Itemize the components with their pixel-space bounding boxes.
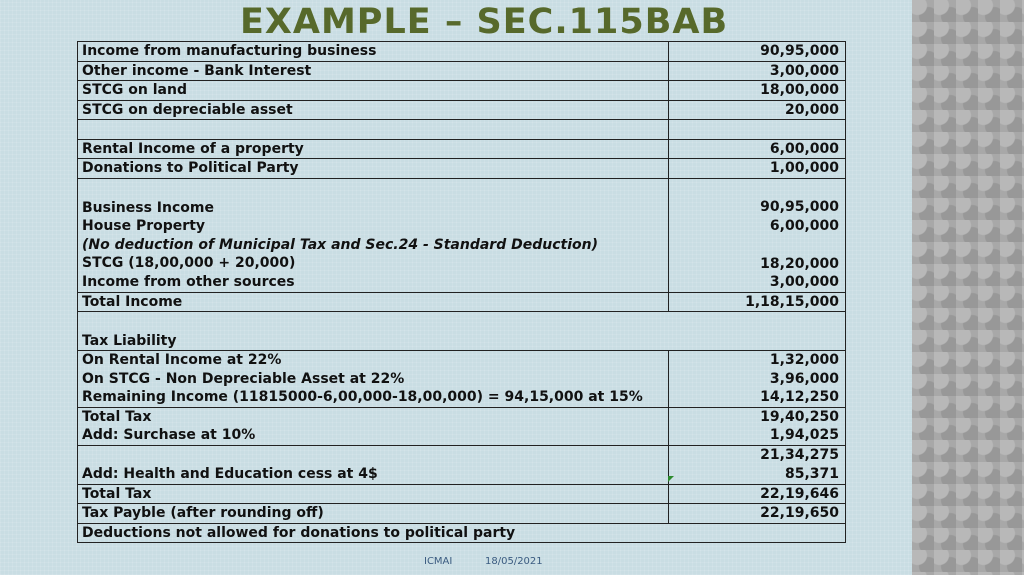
table-row xyxy=(78,81,846,101)
table-row xyxy=(78,100,846,120)
row-label: Add: Surchase at 10% xyxy=(82,427,256,443)
cess-labels xyxy=(78,445,669,484)
row-label: Rental Income of a property xyxy=(78,139,669,159)
income-summary-amounts xyxy=(669,178,846,292)
row-amount: 14,12,250 xyxy=(760,389,839,405)
row-amount: 20,000 xyxy=(669,100,846,120)
tax-rate-amounts xyxy=(669,351,846,408)
row-label: Income from other sources xyxy=(82,273,295,290)
row-amount: 1,00,000 xyxy=(669,159,846,179)
row-amount-empty xyxy=(669,120,846,140)
row-label: Business Income xyxy=(82,199,214,216)
footer-organization: ICMAI xyxy=(424,556,453,567)
row-label: Other income - Bank Interest xyxy=(78,61,669,81)
footer-date: 18/05/2021 xyxy=(485,556,543,567)
row-label: Deductions not allowed for donations to political party xyxy=(78,523,846,543)
row-amount: 6,00,000 xyxy=(669,139,846,159)
spacer xyxy=(82,446,662,466)
row-amount: 1,18,15,000 xyxy=(669,292,846,312)
income-summary-block xyxy=(78,178,846,292)
row-label: Donations to Political Party xyxy=(78,159,669,179)
table-row-total xyxy=(78,484,846,504)
row-amount: 18,00,000 xyxy=(669,81,846,101)
surcharge-labels xyxy=(78,407,669,445)
row-amount: 3,00,000 xyxy=(669,61,846,81)
tax-rate-labels xyxy=(78,351,669,408)
row-label-empty xyxy=(78,120,669,140)
table-row xyxy=(78,159,846,179)
tax-liability-heading xyxy=(78,312,846,351)
row-label: Remaining Income (11815000-6,00,000-18,00,000) = 94,15,000 at 15% xyxy=(82,389,643,405)
cell-error-marker-icon xyxy=(668,476,674,482)
row-amount: 19,40,250 xyxy=(760,408,839,425)
spacer xyxy=(673,179,839,199)
row-label: Add: Health and Education cess at 4$ xyxy=(82,466,378,482)
row-label: STCG on depreciable asset xyxy=(78,100,669,120)
table-row xyxy=(78,42,846,62)
surcharge-block xyxy=(78,407,846,445)
spacer xyxy=(82,179,662,199)
table-row-empty xyxy=(78,120,846,140)
row-amount: 3,96,000 xyxy=(769,370,839,387)
row-label: Total Tax xyxy=(82,408,152,425)
row-amount: 90,95,000 xyxy=(669,42,846,62)
row-label: STCG on land xyxy=(78,81,669,101)
row-label: On STCG - Non Depreciable Asset at 22% xyxy=(82,370,405,387)
row-amount: 1,94,025 xyxy=(769,427,839,443)
row-amount: 18,20,000 xyxy=(760,255,839,272)
spacer xyxy=(673,235,839,255)
cess-block xyxy=(78,445,846,484)
row-amount: 22,19,646 xyxy=(669,484,846,504)
row-label: Income from manufacturing business xyxy=(78,42,669,62)
tax-rate-block xyxy=(78,351,846,408)
decorative-side-panel xyxy=(912,0,1024,575)
tax-computation-table xyxy=(77,41,846,543)
table-row-total xyxy=(78,292,846,312)
slide-title: EXAMPLE – SEC.115BAB xyxy=(240,2,729,42)
row-label: On Rental Income at 22% xyxy=(82,352,282,368)
row-amount: 22,19,650 xyxy=(669,504,846,524)
row-label: Tax Payble (after rounding off) xyxy=(78,504,669,524)
income-summary-labels xyxy=(78,178,669,292)
row-note: (No deduction of Municipal Tax and Sec.24 - Standard Deduction) xyxy=(82,236,598,253)
table-row xyxy=(78,139,846,159)
surcharge-amounts xyxy=(669,407,846,445)
row-amount: 90,95,000 xyxy=(760,199,839,215)
spacer xyxy=(82,312,839,332)
row-label: STCG (18,00,000 + 20,000) xyxy=(82,255,296,271)
row-amount: 6,00,000 xyxy=(769,217,839,234)
row-amount: 1,32,000 xyxy=(769,352,839,368)
row-label: Total Income xyxy=(78,292,669,312)
table-row xyxy=(78,61,846,81)
row-label: House Property xyxy=(82,218,206,234)
row-amount: 21,34,275 xyxy=(760,447,839,463)
row-amount: 85,371 xyxy=(784,465,839,482)
tax-liability-heading-row xyxy=(78,312,846,351)
table-row xyxy=(78,504,846,524)
section-heading: Tax Liability xyxy=(82,332,177,349)
table-row xyxy=(78,523,846,543)
row-label: Total Tax xyxy=(78,484,669,504)
row-amount: 3,00,000 xyxy=(769,274,839,290)
cess-amounts xyxy=(669,445,846,484)
